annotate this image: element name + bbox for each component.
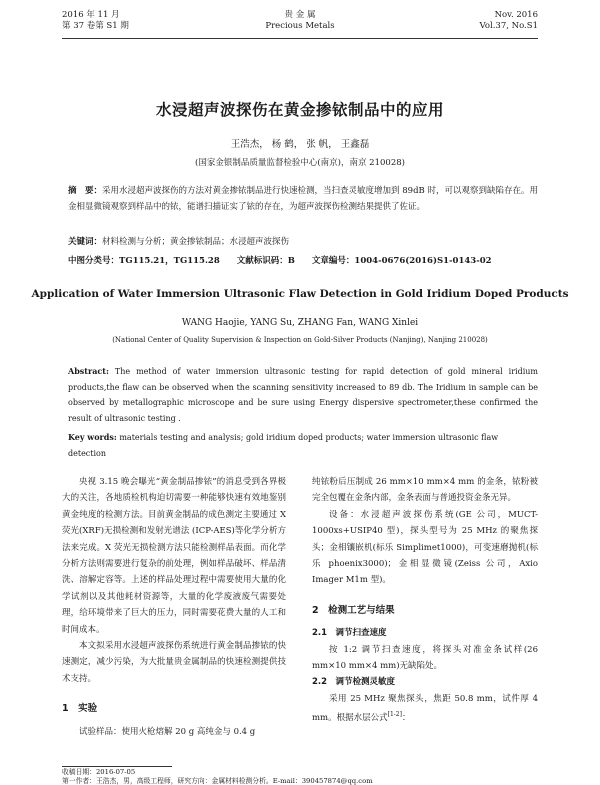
- keywords-text-en: materials testing and analysis; gold iridium doped products; water immersion ultrasonic flaw detection: [68, 433, 498, 458]
- footnote: [62, 768, 542, 785]
- abstract-en: [68, 364, 538, 426]
- header-volume-en: Vol.37, No.S1: [480, 21, 538, 32]
- header-volume: 第 37 卷第 S1 期: [62, 21, 129, 32]
- abstract-label-zh: 摘 要：: [68, 186, 102, 196]
- running-header: [62, 8, 538, 39]
- paper-title-en: Application of Water Immersion Ultrasonic Flaw Detection in Gold Iridium Doped Products: [0, 288, 600, 300]
- abstract-text-en: The method of water immersion ultrasonic testing for rapid detection of gold mineral iridium products,the flaw can be observed when the scanning sensitivity increased to 89 db. The Iridium in sample can be observed by metallographic microscope and be sure using Energy dispersive spectrometer,these confirmed the result of ultrasonic testing .: [68, 367, 538, 423]
- body-column-right: [312, 474, 538, 727]
- received-date: 收稿日期：2016-07-05: [62, 768, 542, 777]
- intro-paragraph-1: 央视 3.15 晚会曝光“黄金制品掺铱”的消息受到各界极大的关注，各地质检机构迫切需要一种能够快速有效地鉴别黄金纯度的检测方法。目前黄金制品的成色测定主要通过 X 荧光(XRF)无损检测和发射光谱法 (ICP-AES)等化学分析方法来完成。X 荧光无损检测方法只能检测样品表面。而化学分析方法则需要进行复杂的前处理，例如样品破坏、样品清洗、溶解定容等。上述的样品处理过程中需要使用大量的化学试剂以及其他耗材资源等，大量的化学废液废气需要处理，给环境带来了巨大的压力，同时需要花费大量的人工和时间成本。: [62, 474, 286, 638]
- journal-name-zh: 贵 金 属: [62, 10, 538, 21]
- header-date-en: Nov. 2016: [480, 10, 538, 21]
- abstract-text-zh: 采用水浸超声波探伤的方法对黄金掺铱制品进行快速检测，当扫查灵敏度增加到 89dB 时，可以观察到缺陷存在。用金相显微镜观察到样品中的铱，能谱扫描证实了铱的存在，为超声波探伤检测结果提供了佐证。: [68, 186, 538, 212]
- affiliation-zh: (国家金银制品质量监督检验中心(南京)，南京 210028): [0, 156, 600, 168]
- keywords-zh: [68, 235, 538, 247]
- keywords-text-zh: 材料检测与分析；黄金掺铱制品；水浸超声波探伤: [102, 237, 289, 247]
- keywords-label-zh: 关键词：: [68, 237, 102, 247]
- header-right: [480, 10, 538, 32]
- intro-paragraph-2: 本文拟采用水浸超声波探伤系统进行黄金制品掺铱的快速测定，减少污染，为大批量贵金属制品的快速检测提供技术支持。: [62, 638, 286, 687]
- sample-paragraph-cont: 纯铱粉后压制成 26 mm×10 mm×4 mm 的金条，铱粉被完全包覆在金条内部，金条表面与普通投资金条无异。: [312, 474, 538, 507]
- section-2-2-text: [312, 691, 538, 727]
- section-2-2-body: 采用 25 MHz 聚焦探头，焦距 50.8 mm，试件厚 4 mm。根据水层公式: [312, 694, 538, 723]
- classification-line: 中图分类号：TG115.21，TG115.28 文献标识码：B 文章编号：1004-0676(2016)S1-0143-02: [68, 254, 548, 266]
- section-1-text: 试验样品：使用火枪熔解 20 g 高纯金与 0.4 g: [62, 724, 286, 740]
- authors-zh: 王浩杰， 杨 鹤， 张 帆， 王鑫磊: [0, 136, 600, 150]
- section-2-2-end: ：: [402, 713, 411, 723]
- footnote-divider: [62, 766, 172, 767]
- citation-ref: [1-2]: [388, 711, 402, 718]
- keywords-en: [68, 430, 538, 461]
- author-info: 第一作者：王浩杰，男，高级工程师，研究方向：金属材料检测分析。E-mail：390457874@qq.com: [62, 777, 542, 785]
- equipment-paragraph: 设备：水浸超声波探伤系统(GE 公司，MUCT-1000xs+USIP40 型)，探头型号为 25 MHz 的聚焦探头；金相镶嵌机(标乐 Simplimet1000)，可变速磨抛机(标乐 phoenix3000)；金相显微镜(Zeiss 公司，Axio Imager M1m 型)。: [312, 507, 538, 589]
- header-date: 2016 年 11 月: [62, 10, 129, 21]
- header-center: [62, 10, 538, 32]
- paper-title-zh: 水浸超声波探伤在黄金掺铱制品中的应用: [0, 98, 600, 120]
- section-2-heading: 2 检测工艺与结果: [312, 603, 538, 619]
- abstract-label-en: Abstract:: [68, 366, 109, 376]
- authors-en: WANG Haojie, YANG Su, ZHANG Fan, WANG Xinlei: [0, 318, 600, 328]
- section-2-1-heading: 2.1 调节扫查速度: [312, 625, 538, 641]
- section-1-heading: 1 实验: [62, 701, 286, 717]
- keywords-label-en: Key words:: [68, 432, 117, 442]
- journal-name-en: Precious Metals: [62, 21, 538, 32]
- section-2-2-heading: 2.2 调节检测灵敏度: [312, 674, 538, 690]
- affiliation-en: (National Center of Quality Supervision & Inspection on Gold-Silver Products (Nanjing), Nanjing 210028): [0, 336, 600, 344]
- section-2-1-text: 按 1:2 调节扫查速度，将探头对准金条试样(26 mm×10 mm×4 mm)无缺陷处。: [312, 642, 538, 675]
- body-column-left: [62, 474, 286, 740]
- abstract-zh: [68, 184, 538, 215]
